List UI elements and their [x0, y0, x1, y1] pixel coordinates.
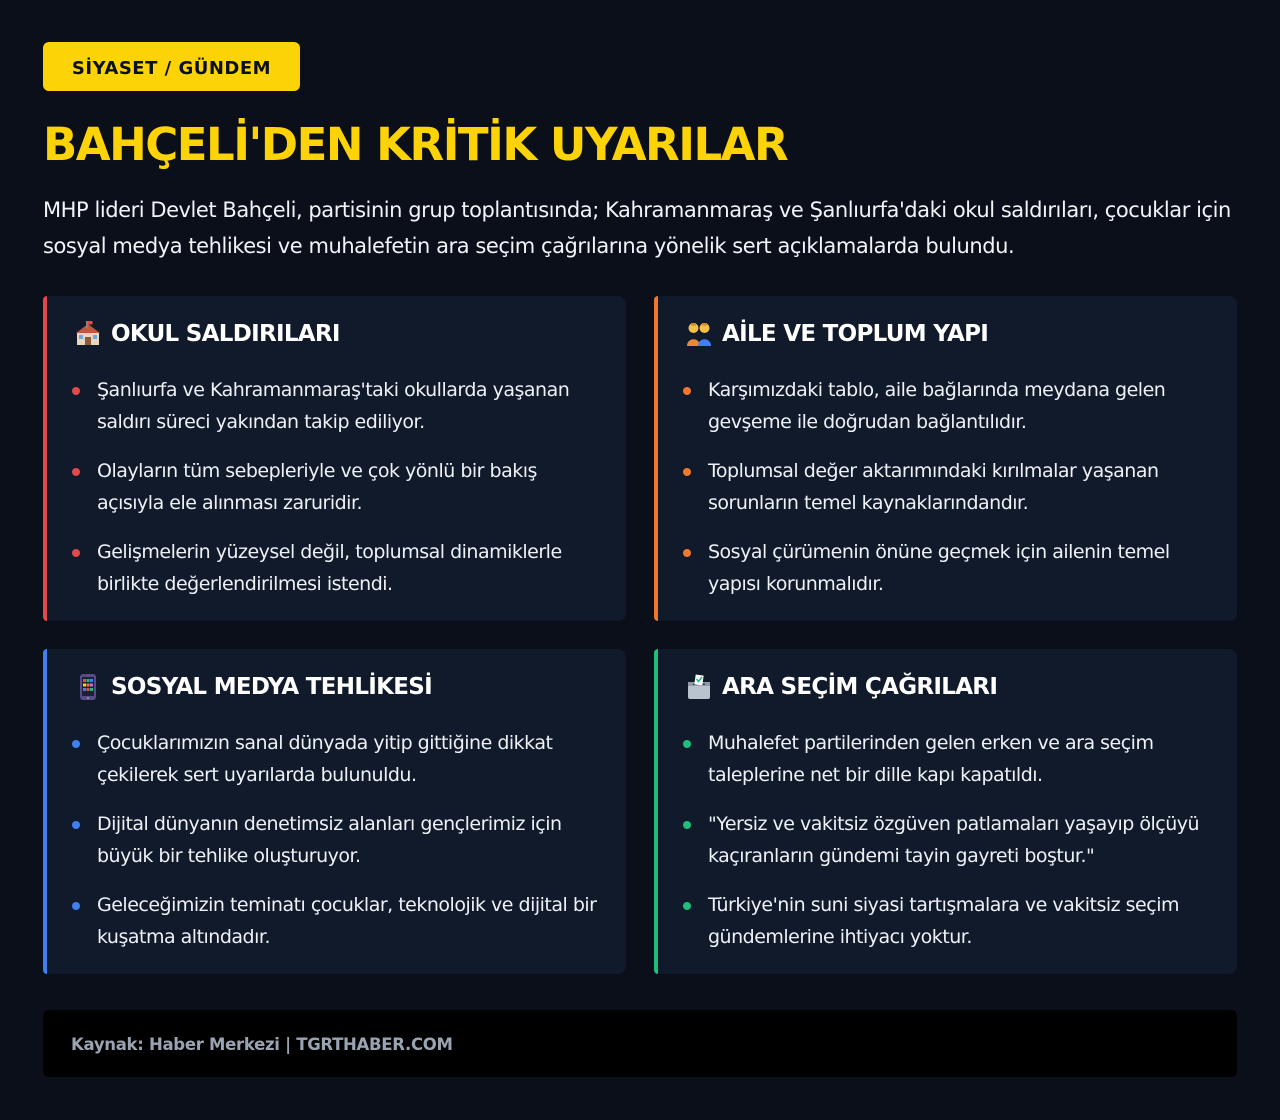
list-item-text: Şanlıurfa ve Kahramanmaraş'taki okullarda yaşanan saldırı süreci yakından takip ediliyor. [97, 379, 570, 433]
smartphone-icon [74, 673, 102, 701]
list-item [678, 727, 1217, 791]
list-item [678, 536, 1217, 600]
list-item [678, 374, 1217, 438]
card-early-election [654, 649, 1237, 974]
list-item [67, 374, 606, 438]
bullet [683, 468, 691, 476]
category-tag: SİYASET / GÜNDEM [43, 42, 300, 91]
list-item-text: "Yersiz ve vakitsiz özgüven patlamaları yaşayıp ölçüyü kaçıranların gündemi tayin gayreti boştur." [708, 813, 1200, 867]
list-item-text: Sosyal çürümenin önüne geçmek için ailenin temel yapısı korunmalıdır. [708, 541, 1170, 595]
family-icon [685, 320, 713, 348]
bullet [683, 821, 691, 829]
card-title: AİLE VE TOPLUM YAPI [722, 321, 989, 347]
lede-paragraph: MHP lideri Devlet Bahçeli, partisinin grup toplantısında; Kahramanmaraş ve Şanlıurfa'daki okul saldırıları, çocuklar için sosyal medya tehlikesi ve muhalefetin ara seçim çağrılarına yönelik sert açıklamalarda bulundu. [43, 198, 1231, 258]
bullet [683, 549, 691, 557]
list-item-text: Türkiye'nin suni siyasi tartışmalara ve vakitsiz seçim gündemlerine ihtiyacı yoktur. [708, 894, 1179, 948]
list-item [678, 808, 1217, 872]
ballot-box-icon [685, 673, 713, 701]
bullet [683, 387, 691, 395]
card-header [685, 317, 988, 351]
bullet [72, 468, 80, 476]
school-icon [74, 320, 102, 348]
bullet [72, 740, 80, 748]
card-list [67, 374, 606, 617]
list-item-text: Muhalefet partilerinden gelen erken ve ara seçim taleplerine net bir dille kapı kapatıldı. [708, 732, 1154, 786]
card-title: OKUL SALDIRILARI [111, 321, 340, 347]
bullet [683, 740, 691, 748]
card-list [67, 727, 606, 970]
list-item-text: Dijital dünyanın denetimsiz alanları gençlerimiz için büyük bir tehlike oluşturuyor. [97, 813, 562, 867]
source-footer: Kaynak: Haber Merkezi | TGRTHABER.COM [43, 1010, 1237, 1077]
card-title: SOSYAL MEDYA TEHLİKESİ [111, 674, 432, 700]
list-item [67, 727, 606, 791]
list-item [67, 808, 606, 872]
list-item-text: Gelişmelerin yüzeysel değil, toplumsal dinamiklerle birlikte değerlendirilmesi istendi. [97, 541, 562, 595]
headline: BAHÇELİ'DEN KRİTİK UYARILAR [43, 118, 788, 171]
list-item-text: Çocuklarımızın sanal dünyada yitip gittiğine dikkat çekilerek sert uyarılarda bulunuldu. [97, 732, 553, 786]
bullet [683, 902, 691, 910]
card-header [74, 670, 432, 704]
list-item [67, 455, 606, 519]
list-item [67, 889, 606, 953]
card-header [685, 670, 997, 704]
list-item [678, 889, 1217, 953]
card-list [678, 727, 1217, 970]
list-item [67, 536, 606, 600]
bullet [72, 387, 80, 395]
card-title: ARA SEÇİM ÇAĞRILARI [722, 674, 998, 700]
infographic [43, 42, 1237, 1054]
list-item-text: Geleceğimizin teminatı çocuklar, teknolojik ve dijital bir kuşatma altındadır. [97, 894, 597, 948]
card-school-attacks [43, 296, 626, 621]
card-header [74, 317, 340, 351]
list-item-text: Karşımızdaki tablo, aile bağlarında meydana gelen gevşeme ile doğrudan bağlantılıdır. [708, 379, 1166, 433]
card-social-media [43, 649, 626, 974]
list-item [678, 455, 1217, 519]
card-list [678, 374, 1217, 617]
bullet [72, 821, 80, 829]
list-item-text: Toplumsal değer aktarımındaki kırılmalar yaşanan sorunların temel kaynaklarındandır. [708, 460, 1159, 514]
bullet [72, 902, 80, 910]
bullet [72, 549, 80, 557]
list-item-text: Olayların tüm sebepleriyle ve çok yönlü bir bakış açısıyla ele alınması zaruridir. [97, 460, 537, 514]
card-family-society [654, 296, 1237, 621]
